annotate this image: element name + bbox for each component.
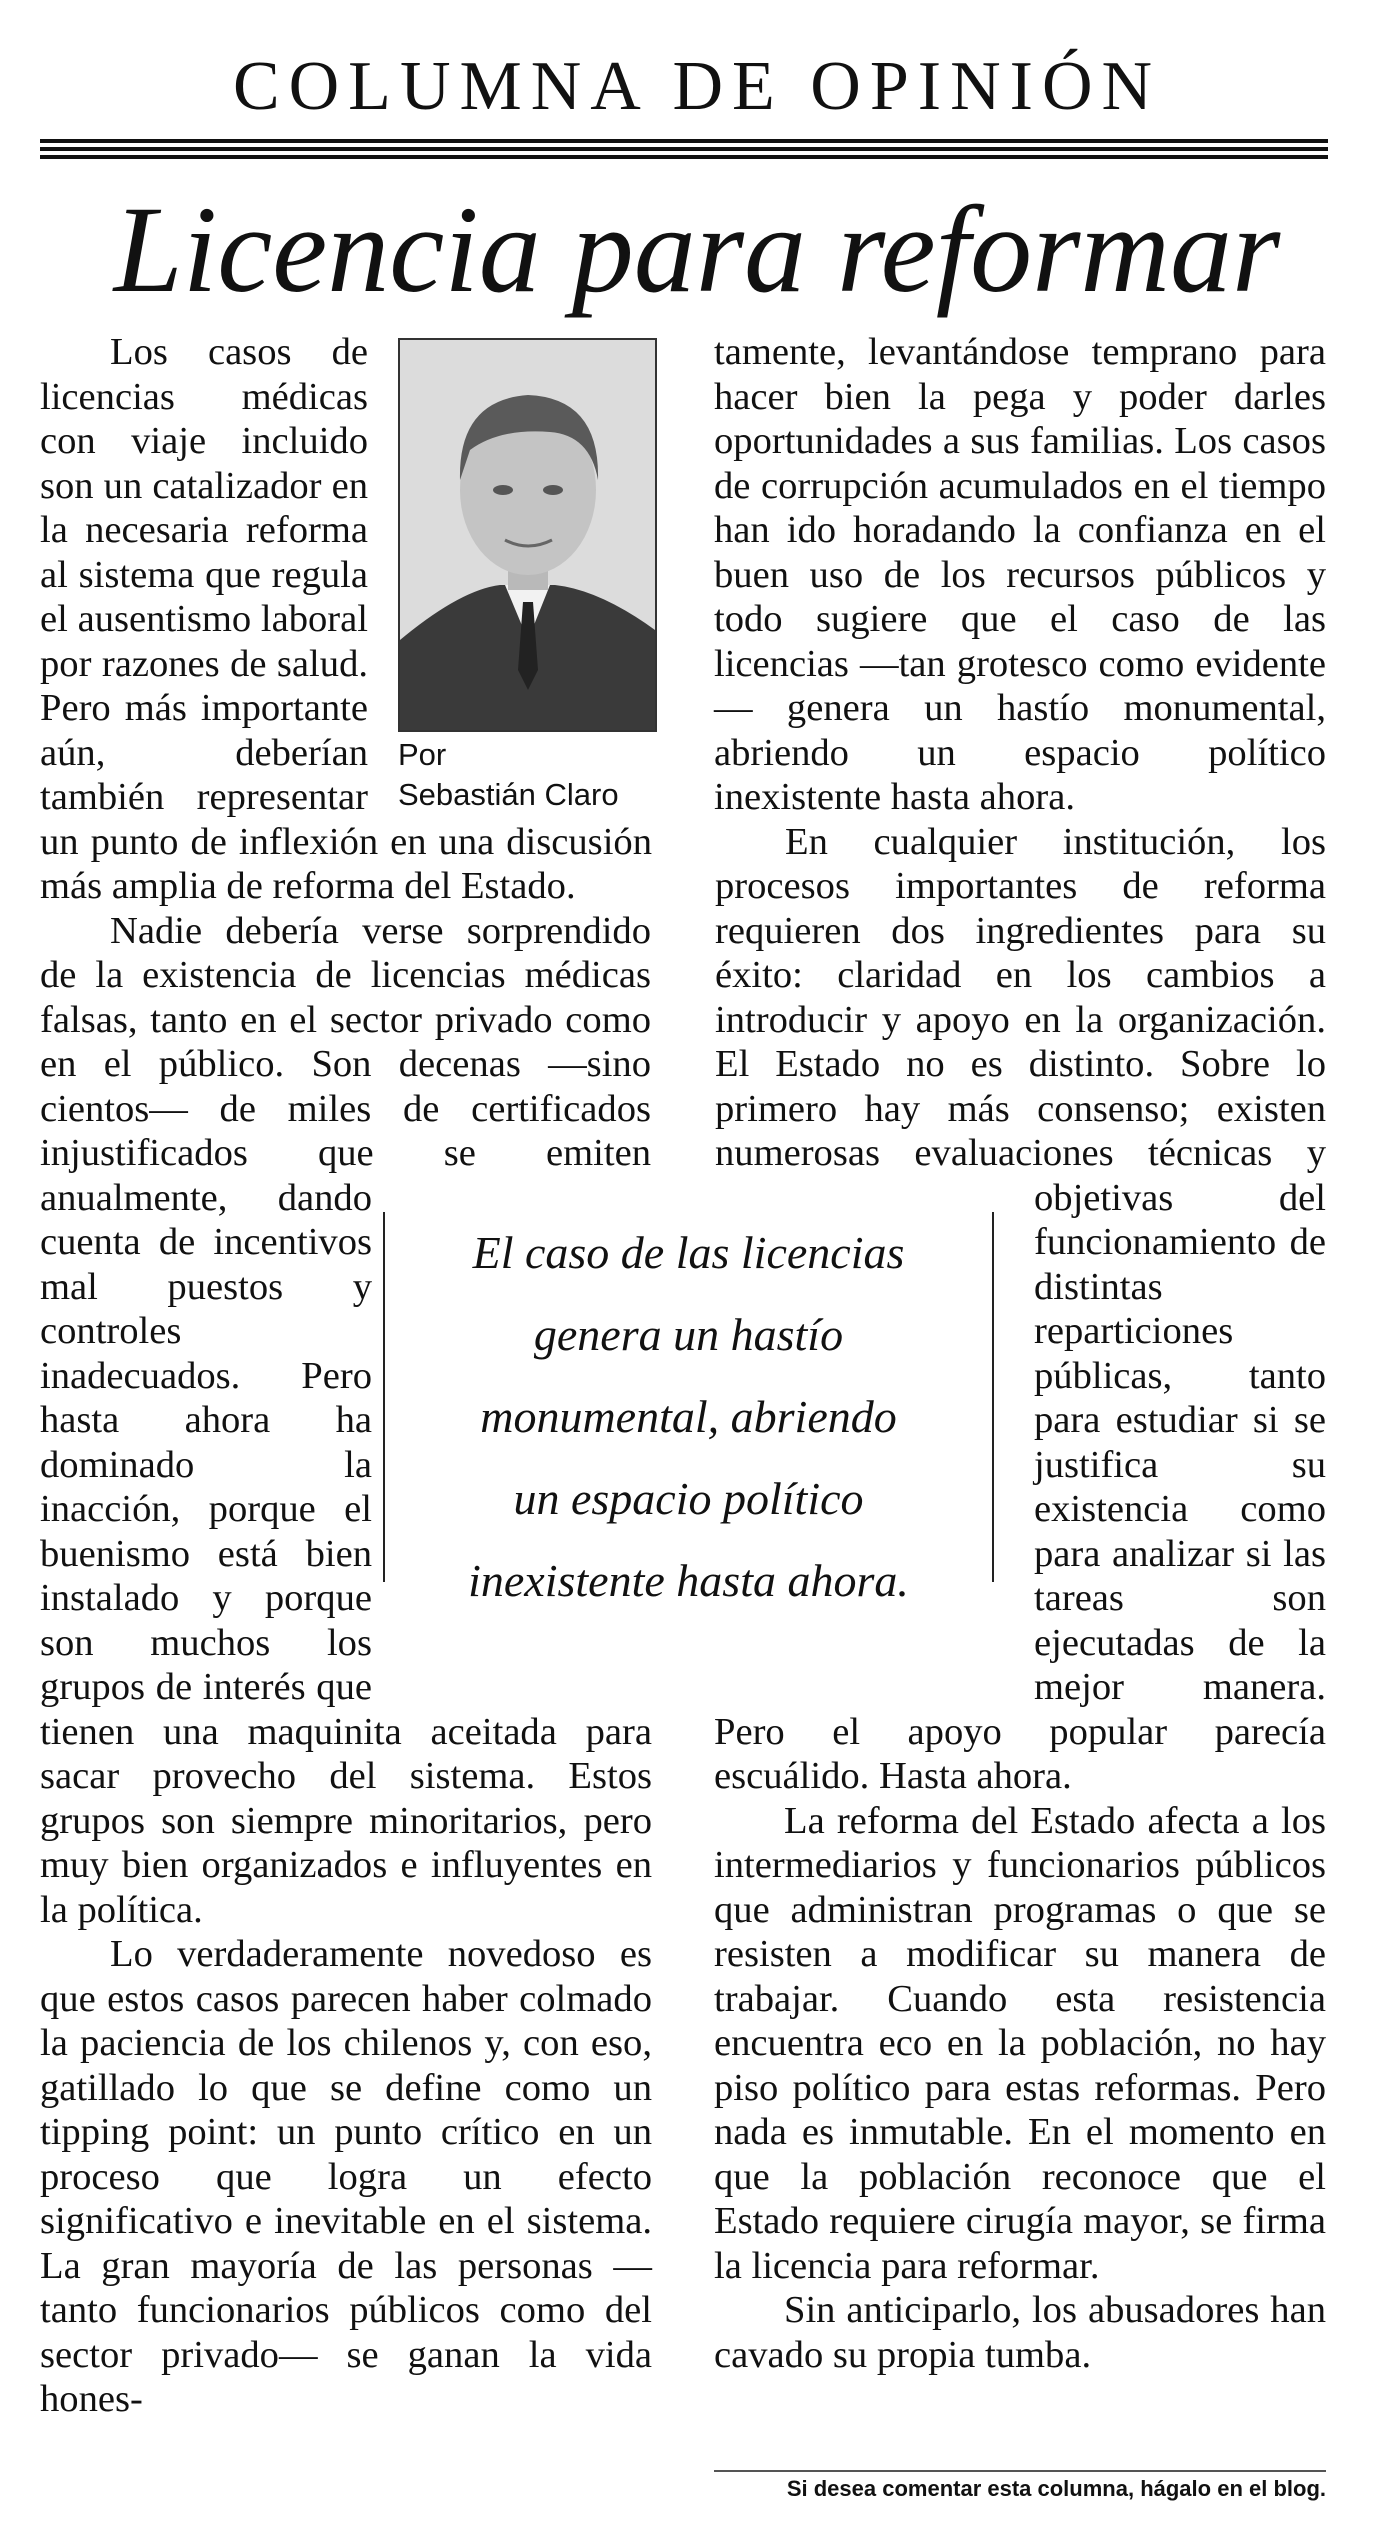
left-paragraph-3: Lo verdaderamente novedoso es que estos casos parecen haber colmado la paciencia de los chilenos y, con eso, gatillado lo que se define como un tipping point: un punto crítico en un proceso que logra un efecto significativo e inevitable en el sistema. La gran mayoría de las personas —tanto funcionarios públicos como del sector privado— se ganan la vida hones- bbox=[40, 1933, 652, 2420]
pull-quote bbox=[383, 1212, 994, 1606]
author-by: Por bbox=[398, 737, 447, 772]
author-float-space bbox=[390, 330, 652, 800]
layout-spacer bbox=[714, 820, 715, 1199]
left-paragraph-2: Nadie debería verse sorprendido de la existencia de licencias médicas falsas, tanto en el sector privado como en el público. Son decenas —sino cientos— de miles de certificados injustificados que se emiten anualmente, dando cuenta de incentivos mal puestos y controles inadecuados. Pero hasta ahora ha dominado la inacción, porque el buenismo está bien instalado y porque son muchos los grupos de interés que tienen una maquinita aceitada para sacar provecho del sistema. Estos grupos son siempre minoritarios, pero muy bien organizados e influyentes en la política. bbox=[40, 909, 652, 1931]
blog-footnote: Si desea comentar esta columna, hágalo en el blog. bbox=[786, 2476, 1326, 2501]
header-rules bbox=[40, 139, 1328, 163]
author-name: Sebastián Claro bbox=[398, 777, 619, 812]
pull-quote-line: El caso de las licencias bbox=[472, 1227, 905, 1278]
right-paragraph-1: tamente, levantándose temprano para hacer bien la pega y poder darles oportunidades a sus familias. Los casos de corrupción acumulados en el tiempo han ido horadando la confianza en el buen uso de los recursos públicos y todo sugiere que el caso de las licencias —tan grotesco como evidente— genera un hastío monumental, abriendo un espacio político inexistente hasta ahora. bbox=[714, 331, 1326, 818]
footnote-rule bbox=[714, 2470, 1326, 2472]
section-title: COLUMNA DE OPINIÓN bbox=[232, 48, 1162, 125]
left-paragraph-1: Los casos de licencias médicas con viaje incluido son un catalizador en la necesaria reforma al sistema que regula el ausentismo laboral por razones de salud. Pero más importante aún, deberían también representar un punto de inflexión en una discusión más amplia de reforma del Estado. bbox=[40, 331, 652, 907]
layout-spacer bbox=[651, 909, 652, 1211]
headline: Licencia para reformar bbox=[113, 181, 1281, 318]
right-paragraph-4: Sin anticiparlo, los abusadores han cavado su propia tumba. bbox=[714, 2289, 1326, 2376]
pull-quote-line: genera un hastío bbox=[533, 1309, 844, 1360]
pull-quote-line: inexistente hasta ahora. bbox=[468, 1555, 909, 1606]
pull-quote-line: un espacio político bbox=[513, 1473, 864, 1524]
right-paragraph-2: En cualquier institución, los procesos importantes de reforma requieren dos ingredientes para su éxito: claridad en los cambios a introducir y apoyo en la organización. El Estado no es distinto. Sobre lo primero hay más consenso; existen numerosas evaluaciones técnicas y objetivas del funcionamiento de distintas reparticiones públicas, tanto para estudiar si se justifica su existencia como para analizar si las tareas son ejecutadas de la mejor manera. Pero el apoyo popular parecía escuálido. Hasta ahora. bbox=[714, 820, 1326, 1797]
pull-quote-line: monumental, abriendo bbox=[480, 1391, 897, 1442]
right-paragraph-3: La reforma del Estado afecta a los intermediarios y funcionarios públicos que administran programas o que se resisten a modificar su manera de trabajar. Cuando esta resistencia encuentra eco en la población, no hay piso político para estas reformas. Pero nada es inmutable. En el momento en que la población reconoce que el Estado requiere cirugía mayor, se firma la licencia para reformar. bbox=[714, 1799, 1326, 2287]
